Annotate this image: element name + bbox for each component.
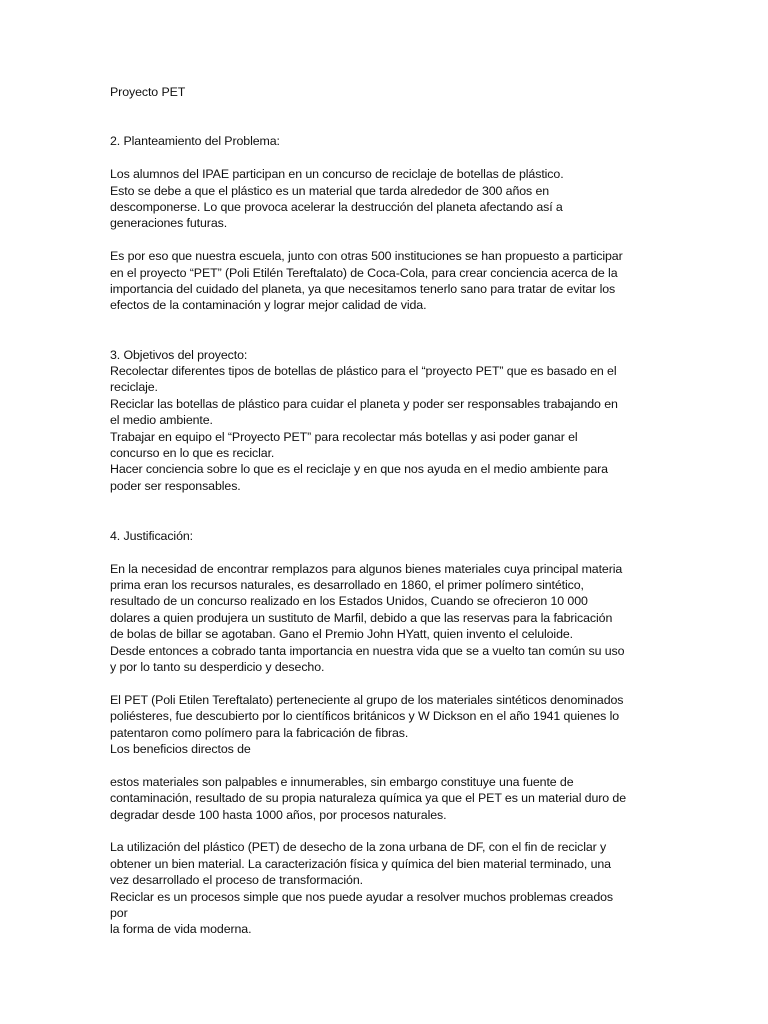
text-line: Hacer conciencia sobre lo que es el reciclaje y en que nos ayuda en el medio ambiente para [110, 462, 608, 477]
section-3-objectives [110, 363, 670, 494]
text-line: por [110, 906, 128, 921]
text-line: prima eran los recursos naturales, es desarrollado en 1860, el primer polímero sintético, [110, 578, 584, 592]
section-2-paragraph-1 [110, 166, 670, 232]
text-line: vez desarrollado el proceso de transformación. [110, 873, 363, 888]
text-line: el medio ambiente. [110, 413, 213, 428]
text-line: Reciclar es un procesos simple que nos puede ayudar a resolver muchos problemas creados [110, 889, 614, 904]
text-line: En la necesidad de encontrar remplazos para algunos bienes materiales cuya principal materia [110, 561, 623, 576]
text-line: contaminación, resultado de su propia naturaleza química ya que el PET es un material duro de [110, 791, 627, 806]
section-2-paragraph-2 [110, 248, 670, 314]
section-4-paragraph-4 [110, 839, 670, 937]
text-line: Es por eso que nuestra escuela, junto con otras 500 instituciones se han propuesto a participar [110, 249, 623, 264]
text-line: resultado de un concurso realizado en los Estados Unidos, Cuando se ofrecieron 10 000 [110, 594, 588, 609]
text-line: Los alumnos del IPAE participan en un concurso de reciclaje de botellas de plástico. [110, 167, 564, 182]
section-4-heading: 4. Justificación: [110, 528, 194, 543]
section-3-heading: 3. Objetivos del proyecto: [110, 347, 248, 362]
text-line: poder ser responsables. [110, 478, 241, 493]
text-line: reciclaje. [110, 380, 158, 395]
section-4-paragraph-2 [110, 692, 670, 758]
section-2-heading: 2. Planteamiento del Problema: [110, 134, 280, 149]
text-line: La utilización del plástico (PET) de desecho de la zona urbana de DF, con el fin de reciclar y [110, 840, 607, 855]
text-line: y por lo tanto su desperdicio y desecho. [110, 660, 325, 675]
document-page [110, 84, 670, 938]
text-line: El PET (Poli Etilen Tereftalato) perteneciente al grupo de los materiales sintéticos denominados [110, 692, 624, 707]
text-line: dolares a quien produjera un sustituto de Marfil, debido a que las reservas para la fabricación [110, 610, 613, 625]
section-4-paragraph-3 [110, 774, 670, 823]
section-4-paragraph-1 [110, 561, 670, 676]
text-line: estos materiales son palpables e innumerables, sin embargo constituye una fuente de [110, 774, 574, 789]
text-line: Reciclar las botellas de plástico para cuidar el planeta y poder ser responsables trabajando en [110, 396, 618, 411]
text-line: Esto se debe a que el plástico es un material que tarda alrededor de 300 años en [110, 183, 550, 198]
text-line: Desde entonces a cobrado tanta importancia en nuestra vida que se a vuelto tan común su uso [110, 643, 625, 658]
text-line: concurso en lo que es reciclar. [110, 446, 275, 461]
text-line: Recolectar diferentes tipos de botellas de plástico para el “proyecto PET” que es basado en el [110, 364, 617, 379]
text-line: Trabajar en equipo el “Proyecto PET” para recolectar más botellas y asi poder ganar el [110, 429, 578, 444]
text-line: de bolas de billar se agotaban. Gano el Premio John HYatt, quien invento el celuloide. [110, 627, 574, 642]
text-line: efectos de la contaminación y lograr mejor calidad de vida. [110, 298, 427, 313]
text-line: descomponerse. Lo que provoca acelerar la destrucción del planeta afectando así a [110, 200, 563, 215]
text-line: generaciones futuras. [110, 216, 228, 231]
text-line: patentaron como polímero para la fabricación de fibras. [110, 725, 409, 740]
text-line: en el proyecto “PET” (Poli Etilén Tereftalato) de Coca-Cola, para crear conciencia acerca de la [110, 265, 618, 280]
text-line: la forma de vida moderna. [110, 922, 252, 937]
text-line: obtener un bien material. La caracterización física y química del bien material terminado, una [110, 856, 611, 871]
text-line: degradar desde 100 hasta 1000 años, por procesos naturales. [110, 807, 447, 822]
document-title: Proyecto PET [110, 85, 186, 99]
text-line: importancia del cuidado del planeta, ya que necesitamos tenerlo sano para tratar de evitar los [110, 282, 616, 297]
text-line: Los beneficios directos de [110, 742, 251, 757]
text-line: poliésteres, fue descubierto por lo científicos británicos y W Dickson en el año 1941 quienes lo [110, 709, 620, 724]
